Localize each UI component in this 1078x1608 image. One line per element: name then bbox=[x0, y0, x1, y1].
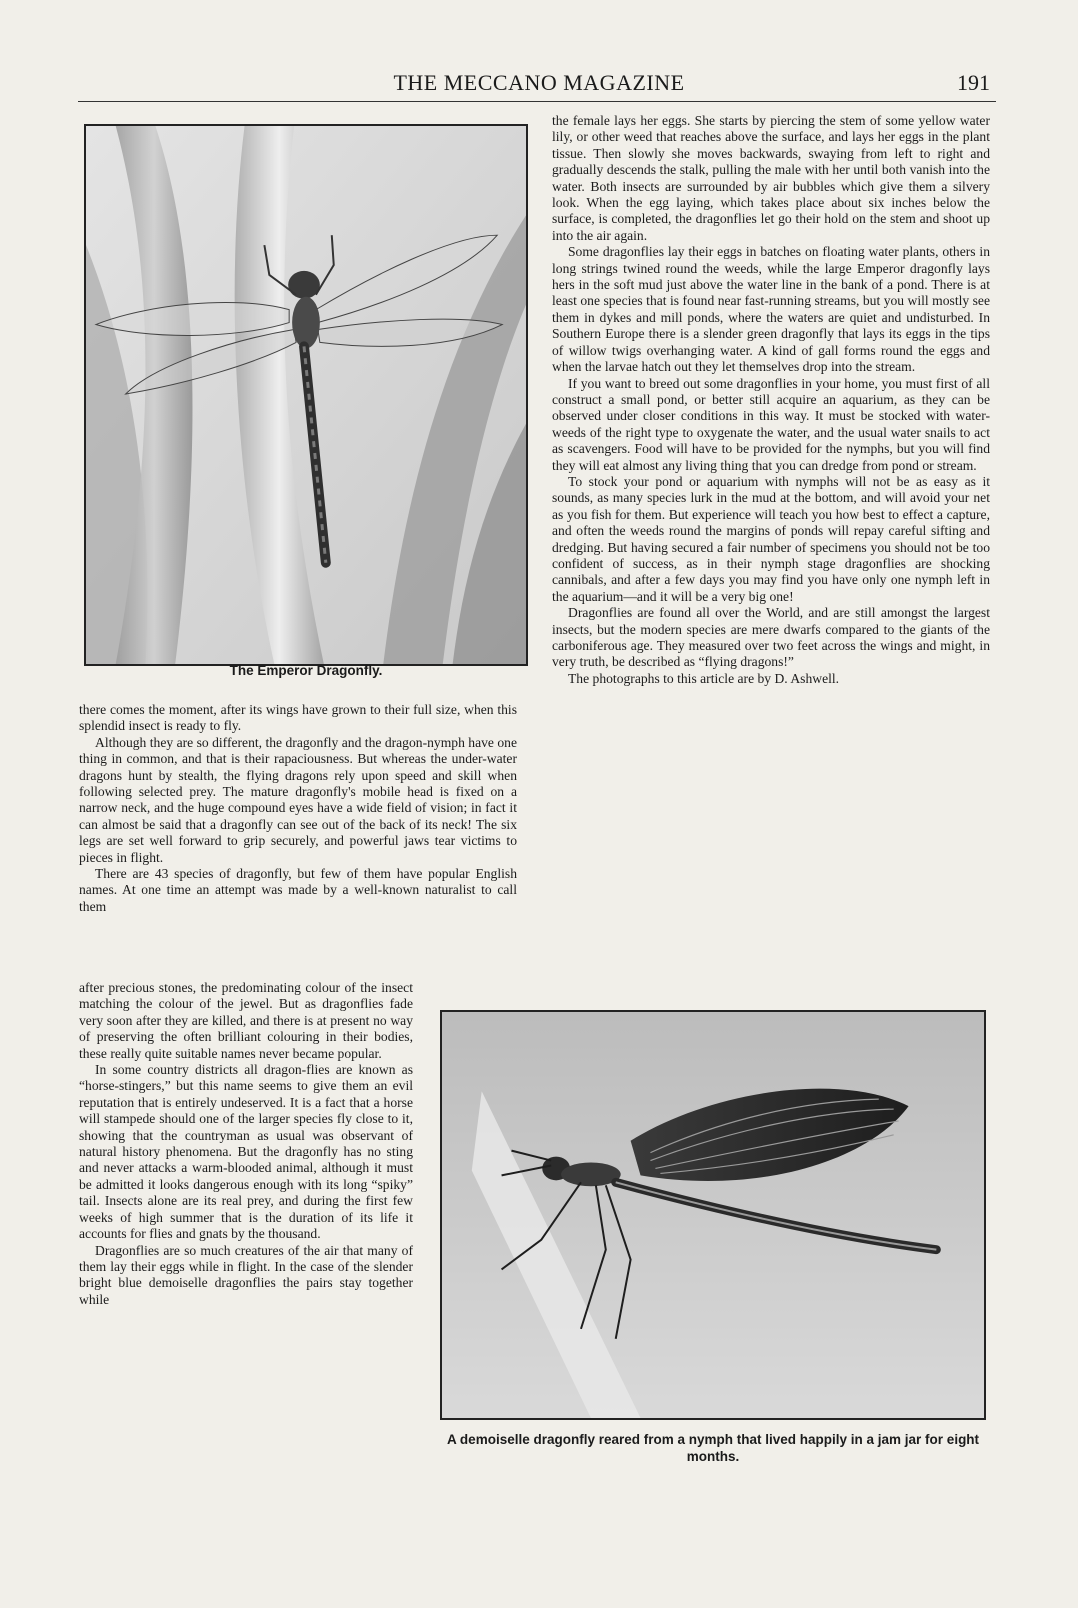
paragraph: there comes the moment, after its wings have grown to their full size, when this splendid insect is ready to fly. bbox=[79, 702, 517, 734]
demoiselle-dragonfly-illustration bbox=[442, 1012, 984, 1418]
paragraph: after precious stones, the predominating colour of the insect matching the colour of the jewel. But as dragonflies fade very soon after they are killed, and there is at present no way of preserving the often brilliant colouring in their bodies, these really quite suitable names never became popular. bbox=[79, 980, 413, 1061]
paragraph: Although they are so different, the dragonfly and the dragon-nymph have one thing in common, and that is their rapaciousness. But whereas the under-water dragons hunt by stealth, the flying dragons rely upon speed and skill when following selected prey. The mature dragonfly's mobile head is fixed on a narrow neck, and the huge compound eyes have a wide field of vision; in fact it can almost be said that a dragonfly can see out of the back of its neck! The six legs are set well forward to grip securely, and powerful jaws tear victims to pieces in flight. bbox=[79, 734, 517, 865]
paragraph: Dragonflies are found all over the World, and are still amongst the largest insects, but the modern species are mere dwarfs compared to the giants of the carboniferous age. They measured over two feet across the wings and might, in very truth, be described as “flying dragons!” bbox=[552, 605, 990, 670]
demoiselle-dragonfly-caption: A demoiselle dragonfly reared from a nymph that lived happily in a jam jar for eight months. bbox=[446, 1432, 980, 1464]
paragraph: In some country districts all dragon-flies are known as “horse-stingers,” but this name seems to give them an evil reputation that is entirely undeserved. It is a fact that a horse will stampede should one of the larger species fly close to it, showing that the countryman as usual was observant of natural history phenomena. But the dragonfly has no sting and never attacks a warm-blooded animal, although it must be admitted it looks dangerous enough with its long “spiky” tail. Insects alone are its real prey, and during the first few weeks of high summer that is the duration of its life it accounts for flies and gnats by the thousand. bbox=[79, 1062, 413, 1242]
paragraph: If you want to breed out some dragonflies in your home, you must first of all construct a small pond, or better still acquire an aquarium, as they can be observed under closer conditions in this way. It must be stocked with water-weeds of the right type to oxygenate the water, and the usual water snails to act as scavengers. Food will have to be provided for the nymphs, but you will find they will eat almost any living thing that you can dredge from pond or stream. bbox=[552, 375, 990, 473]
paragraph: Some dragonflies lay their eggs in batches on floating water plants, others in long strings twined round the weeds, while the large Emperor dragonfly lays hers in the soft mud just above the water line in the bank of a pond. There is at least one species that is found near fast-running streams, but you will mostly see them in dykes and mill ponds, where the waters are quiet and undisturbed. In Southern Europe there is a slender green dragonfly that lays its eggs in the tips of willow twigs overhanging water. A kind of gall forms round the eggs and when the larvae hatch out they let themselves drop into the stream. bbox=[552, 244, 990, 375]
left-column-bottom-text bbox=[79, 980, 413, 1308]
magazine-title: THE MECCANO MAGAZINE bbox=[393, 70, 685, 95]
left-column-top-text bbox=[79, 702, 517, 915]
emperor-dragonfly-caption: The Emperor Dragonfly. bbox=[229, 663, 383, 678]
paragraph: There are 43 species of dragonfly, but few of them have popular English names. At one time an attempt was made by a well-known naturalist to call them bbox=[79, 866, 517, 914]
header-rule bbox=[78, 101, 996, 102]
demoiselle-dragonfly-photo bbox=[440, 1010, 986, 1420]
paragraph: Dragonflies are so much creatures of the air that many of them lay their eggs while in flight. In the case of the slender bright blue demoiselle dragonflies the pairs stay together while bbox=[79, 1242, 413, 1307]
right-column-text bbox=[552, 113, 990, 687]
paragraph: To stock your pond or aquarium with nymphs will not be as easy as it sounds, as many species lurk in the mud at the bottom, and will avoid your net as you fish for them. But experience will teach you how best to effect a capture, and often the weeds round the margins of ponds will repay careful sifting and dredging. But having secured a fair number of specimens you should not be too confident of success, as in their nymph stage dragonflies are shocking cannibals, and after a few days you may find you have only one nymph left in the aquarium—and it will be a very big one! bbox=[552, 473, 990, 604]
emperor-dragonfly-illustration bbox=[86, 126, 526, 664]
emperor-dragonfly-photo bbox=[84, 124, 528, 666]
paragraph: The photographs to this article are by D. Ashwell. bbox=[568, 670, 840, 686]
page-number: 191 bbox=[957, 70, 990, 95]
paragraph: the female lays her eggs. She starts by piercing the stem of some yellow water lily, or other weed that reaches above the surface, and lays her eggs in the plant tissue. Then slowly she moves backwards, swaying from left to right and gradually descends the stalk, pulling the male with her until both vanish into the water. Both insects are surrounded by air bubbles which give them a silvery look. When the egg laying, which takes place about six inches below the surface, is completed, the dragonflies let go their hold on the stem and shoot up into the air again. bbox=[552, 113, 990, 243]
